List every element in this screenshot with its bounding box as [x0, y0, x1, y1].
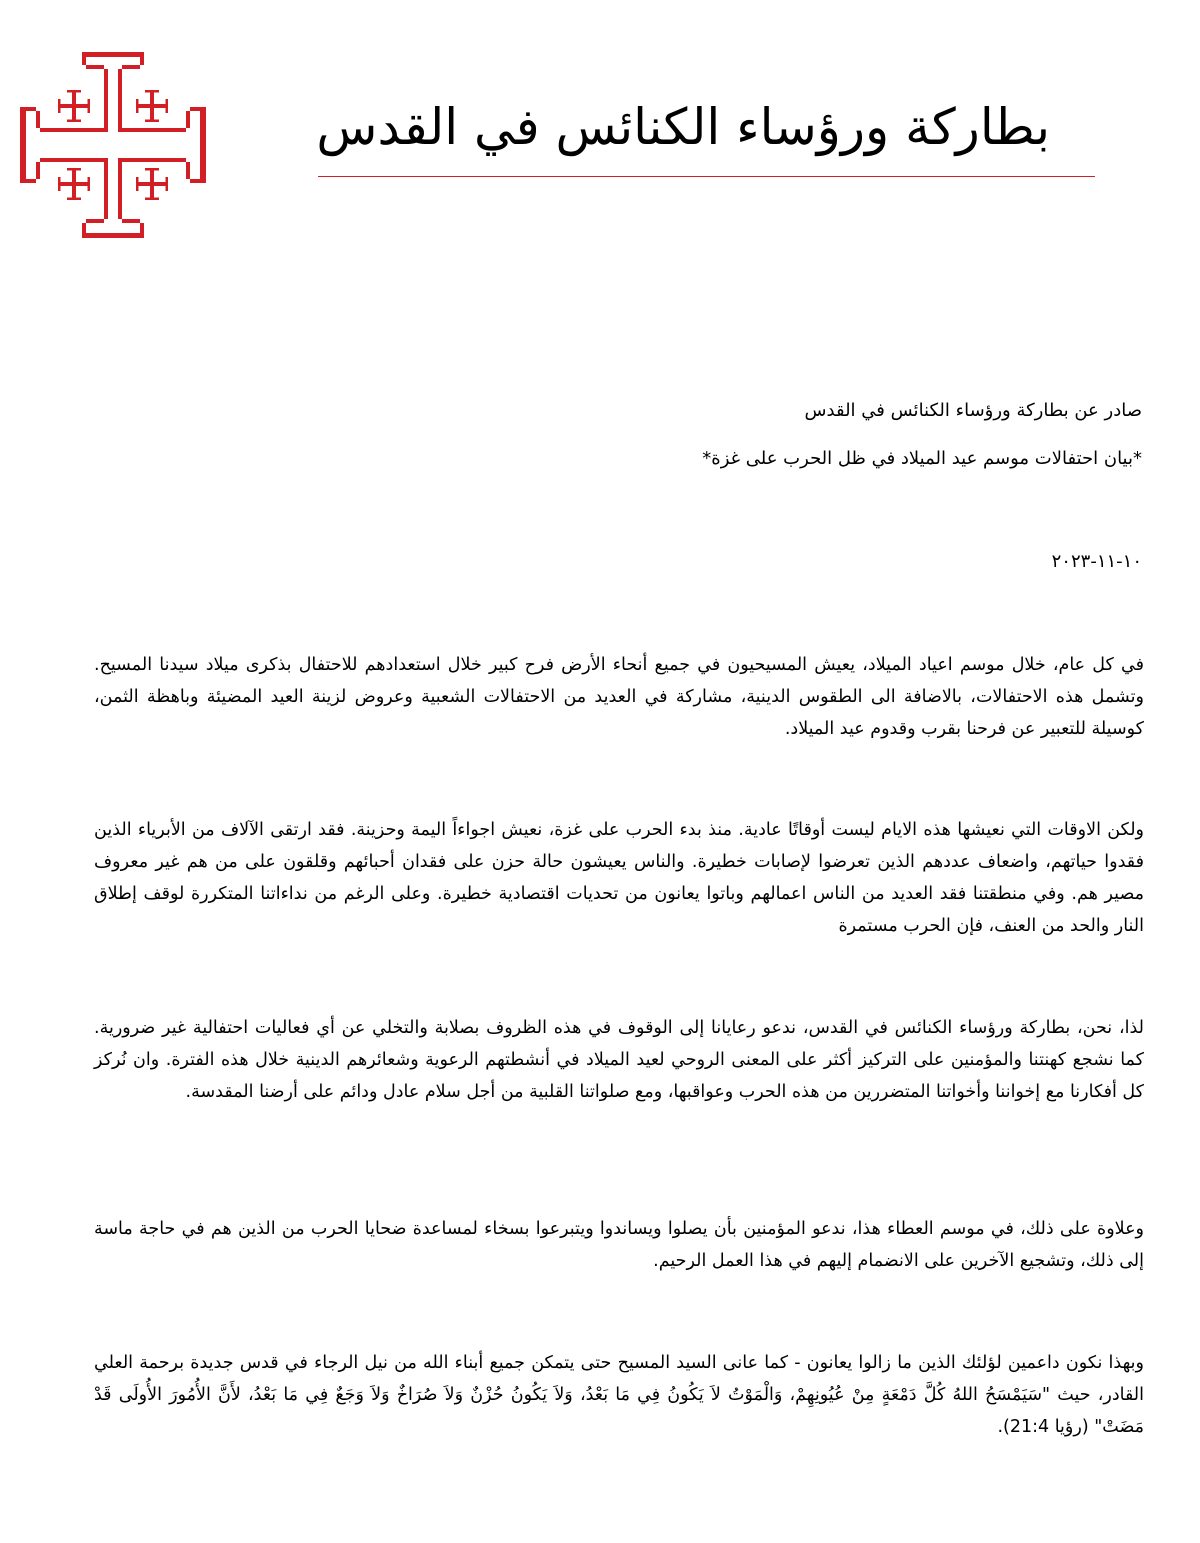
issuer-line: صادر عن بطاركة ورؤساء الكنائس في القدس — [804, 400, 1142, 421]
paragraph-5: وبهذا نكون داعمين لؤلئك الذين ما زالوا يعانون - كما عانى السيد المسيح حتى يتمكن جميع أبناء الله من نيل الرجاء في قدس جديدة برحمة العلي القادر، حيث "سَيَمْسَحُ اللهُ كُلَّ دَمْعَةٍ مِنْ عُيُونِهِمْ، وَالْمَوْتُ لاَ يَكُونُ فِي مَا بَعْدُ، وَلاَ يَكُونُ حُزْنٌ وَلاَ صُرَاخٌ وَلاَ وَجَعٌ فِي مَا بَعْدُ، لأَنَّ الأُمُورَ الأُولَى قَدْ مَضَتْ" (رؤيا 21:4). — [94, 1353, 1144, 1437]
jerusalem-cross-icon — [20, 52, 206, 238]
page-title: بطاركة ورؤساء الكنائس في القدس — [316, 98, 1050, 156]
statement-subject: *بيان احتفالات موسم عيد الميلاد في ظل الحرب على غزة* — [702, 448, 1142, 469]
title-divider — [318, 176, 1095, 177]
paragraph-4: وعلاوة على ذلك، في موسم العطاء هذا، ندعو المؤمنين بأن يصلوا ويساندوا ويتبرعوا بسخاء لمساعدة ضحايا الحرب من الذين هم في حاجة ماسة إلى ذلك، وتشجيع الآخرين على الانضمام إليهم في هذا العمل الرحيم. — [94, 1219, 1144, 1271]
paragraph-1: في كل عام، خلال موسم اعياد الميلاد، يعيش المسيحيون في جميع أنحاء الأرض فرح كبير خلال استعدادهم للاحتفال بذكرى ميلاد سيدنا المسيح. وتشمل هذه الاحتفالات، بالاضافة الى الطقوس الدينية، مشاركة في العديد من الاحتفالات الشعبية وعروض لزينة العيد المضيئة وباهظة الثمن، كوسيلة للتعبير عن فرحنا بقرب وقدوم عيد الميلاد. — [94, 655, 1144, 739]
paragraph-3: لذا، نحن، بطاركة ورؤساء الكنائس في القدس، ندعو رعايانا إلى الوقوف في هذه الظروف بصلابة والتخلي عن أي فعاليات احتفالية غير ضرورية. كما نشجع كهنتنا والمؤمنين على التركيز أكثر على المعنى الروحي لعيد الميلاد في أنشطتهم الرعوية وشعائرهم الدينية خلال هذه الفترة. وان نُركز كل أفكارنا مع إخواننا وأخواتنا المتضررين من هذه الحرب وعواقبها، ومع صلواتنا القلبية من أجل سلام عادل ودائم على أرضنا المقدسة. — [94, 1018, 1144, 1102]
statement-date: ١٠-١١-٢٠٢٣ — [1051, 551, 1142, 572]
paragraph-2: ولكن الاوقات التي نعيشها هذه الايام ليست أوقاتًا عادية. منذ بدء الحرب على غزة، نعيش اجواءاً اليمة وحزينة. فقد ارتقى الآلاف من الأبرياء الذين فقدوا حياتهم، واضعاف عددهم الذين تعرضوا لإصابات خطيرة. والناس يعيشون حالة حزن على فقدان أحبائهم وقلقون على من هم غير معروف مصير هم. وفي منطقتنا فقد العديد من الناس اعمالهم وباتوا يعانون من تحديات اقتصادية خطيرة. وعلى الرغم من نداءاتنا المتكررة لوقف إطلاق النار والحد من العنف، فإن الحرب مستمرة — [94, 820, 1144, 936]
